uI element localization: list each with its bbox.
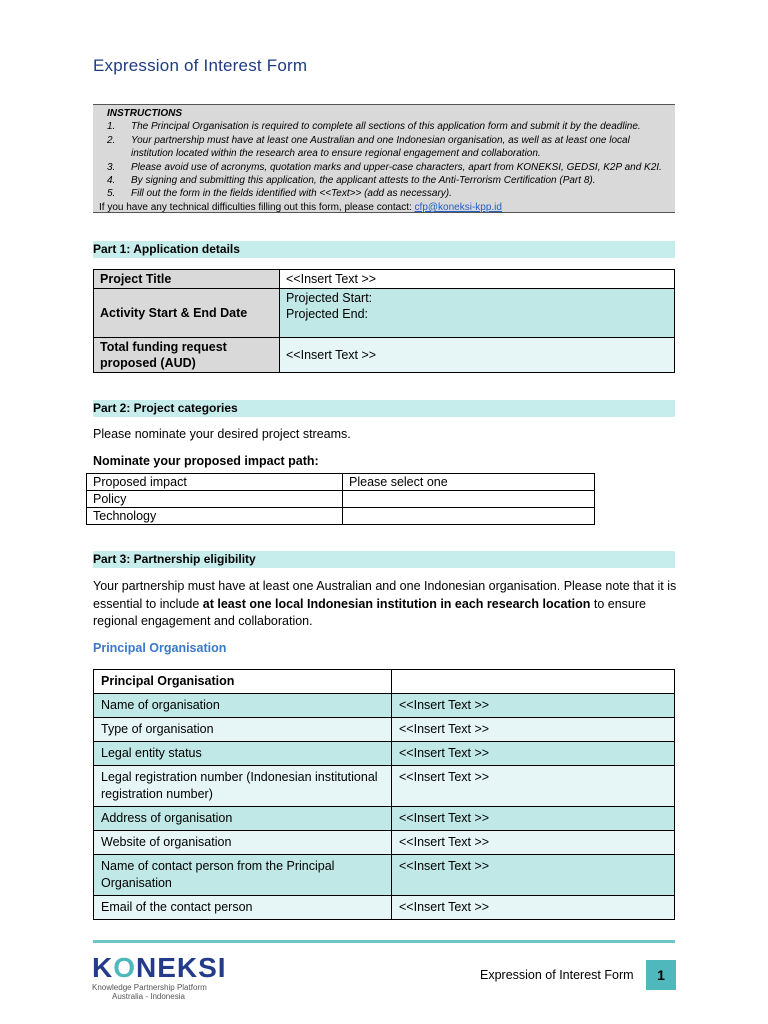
contact-email-label: Email of the contact person <box>94 896 392 920</box>
funding-field[interactable]: <<Insert Text >> <box>280 338 675 373</box>
footer-title: Expression of Interest Form <box>480 968 634 982</box>
legal-reg-label: Legal registration number (Indonesian institutional registration number) <box>94 766 392 807</box>
contact-email-link[interactable]: cfp@koneksi-kpp.id <box>414 201 502 213</box>
impact-col-header: Proposed impact <box>87 474 343 491</box>
contact-line <box>99 201 669 214</box>
impact-technology-select[interactable] <box>343 508 595 525</box>
footer-divider <box>93 940 675 943</box>
activity-dates-field[interactable] <box>280 289 675 338</box>
instructions-box <box>93 104 675 213</box>
contact-email-field[interactable]: <<Insert Text >> <box>392 896 675 920</box>
principal-org-header-blank <box>392 670 675 694</box>
legal-status-label: Legal entity status <box>94 742 392 766</box>
logo-tagline-country: Australia - Indonesia <box>112 992 185 1001</box>
koneksi-logo <box>92 953 227 1001</box>
impact-technology: Technology <box>87 508 343 525</box>
part3-text-a: Your partnership must have at least one Australian and one Indonesian organisation. Please note that it is essential to include <box>93 579 677 611</box>
org-website-field[interactable]: <<Insert Text >> <box>392 831 675 855</box>
instruction-text: Your partnership must have at least one Australian and one Indonesian organisation, as well as at least one local institution located within the research area to ensure regional engagement and collaboration. <box>131 134 630 160</box>
part3-paragraph <box>93 578 677 631</box>
project-title-label: Project Title <box>94 270 280 289</box>
org-name-label: Name of organisation <box>94 694 392 718</box>
instructions-heading: INSTRUCTIONS <box>107 108 182 119</box>
page-title: Expression of Interest Form <box>93 56 308 75</box>
impact-path-table <box>86 473 595 525</box>
principal-org-heading: Principal Organisation <box>93 641 227 655</box>
org-address-field[interactable]: <<Insert Text >> <box>392 807 675 831</box>
instruction-number: 3. <box>107 161 116 173</box>
legal-reg-field[interactable]: <<Insert Text >> <box>392 766 675 807</box>
projected-end: Projected End: <box>286 307 368 321</box>
org-type-field[interactable]: <<Insert Text >> <box>392 718 675 742</box>
select-col-header: Please select one <box>343 474 595 491</box>
part2-heading: Part 2: Project categories <box>93 400 675 417</box>
instruction-item <box>107 134 669 161</box>
page-number-badge: 1 <box>646 960 676 990</box>
instruction-number: 4. <box>107 175 116 187</box>
impact-path-heading: Nominate your proposed impact path: <box>93 454 319 468</box>
part2-intro: Please nominate your desired project streams. <box>93 427 351 441</box>
project-title-field[interactable]: <<Insert Text >> <box>280 270 675 289</box>
instruction-item <box>107 161 669 174</box>
legal-status-field[interactable]: <<Insert Text >> <box>392 742 675 766</box>
org-website-label: Website of organisation <box>94 831 392 855</box>
logo-letters-rest: NEKSI <box>136 952 227 983</box>
part3-text-b: to ensure regional engagement and collaboration. <box>93 596 646 628</box>
instruction-item <box>107 120 669 133</box>
instruction-text: Fill out the form in the fields identified with <<Text>> (add as necessary). <box>131 188 452 200</box>
principal-organisation-table <box>93 669 675 920</box>
instruction-text: By signing and submitting this application, the applicant attests to the Anti-Terrorism Certification (Part 8). <box>131 175 596 187</box>
org-name-field[interactable]: <<Insert Text >> <box>392 694 675 718</box>
logo-letter-o: O <box>113 952 137 983</box>
part1-heading: Part 1: Application details <box>93 241 675 258</box>
logo-wordmark <box>92 953 227 983</box>
logo-tagline: Knowledge Partnership Platform <box>92 983 207 992</box>
funding-label: Total funding request proposed (AUD) <box>94 338 280 373</box>
instruction-item <box>107 174 669 187</box>
impact-policy-select[interactable] <box>343 491 595 508</box>
logo-letter-k: K <box>92 952 114 983</box>
instruction-number: 2. <box>107 134 116 146</box>
part3-heading: Part 3: Partnership eligibility <box>93 551 675 568</box>
activity-dates-label: Activity Start & End Date <box>94 289 280 338</box>
part3-text-bold: at least one local Indonesian institution in each research location <box>202 596 591 611</box>
projected-start: Projected Start: <box>286 291 373 305</box>
instructions-list <box>99 120 669 200</box>
application-details-table <box>93 269 675 373</box>
instruction-number: 5. <box>107 188 116 200</box>
contact-name-label: Name of contact person from the Principal Organisation <box>94 855 392 896</box>
instruction-item <box>107 187 669 200</box>
org-type-label: Type of organisation <box>94 718 392 742</box>
impact-policy: Policy <box>87 491 343 508</box>
principal-org-table-header: Principal Organisation <box>94 670 392 694</box>
instruction-text: The Principal Organisation is required to complete all sections of this application form and submit it by the deadline. <box>131 121 641 133</box>
contact-name-field[interactable]: <<Insert Text >> <box>392 855 675 896</box>
instruction-number: 1. <box>107 121 116 133</box>
contact-text: If you have any technical difficulties filling out this form, please contact: <box>99 201 415 213</box>
org-address-label: Address of organisation <box>94 807 392 831</box>
instruction-text: Please avoid use of acronyms, quotation marks and upper-case characters, apart from KONEKSI, GEDSI, K2P and K2I. <box>131 161 662 173</box>
